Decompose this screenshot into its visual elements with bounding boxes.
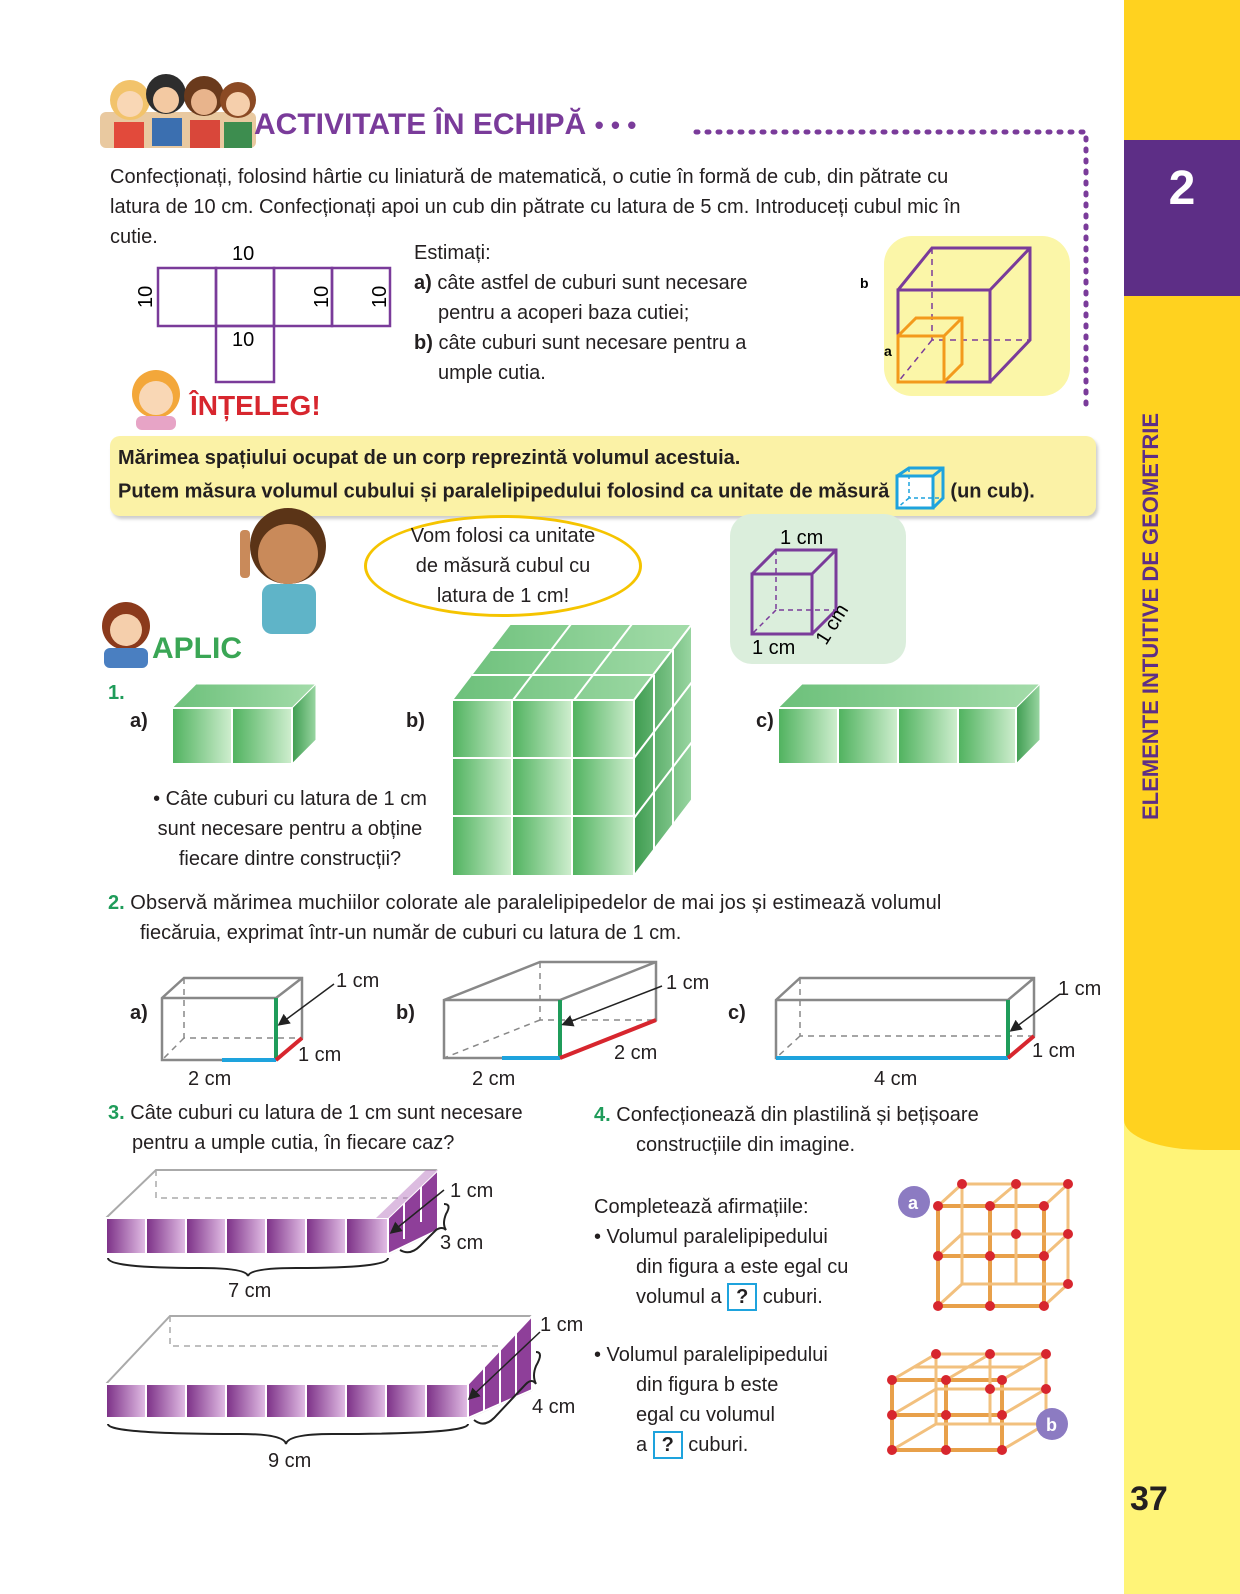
intro-line: Confecționați, folosind hârtie cu liniatură de matematică, o cutie în formă de cub, din pătrate cu: [110, 166, 949, 188]
chapter-number: 2: [1168, 161, 1196, 215]
ex2-c-depth: 1 cm: [1032, 1040, 1076, 1062]
exercise-1-number: 1.: [108, 682, 125, 704]
unit-cube-top-label: 1 cm: [780, 527, 824, 549]
speech-line: de măsură cubul cu: [415, 555, 591, 577]
ex1-label-c: c): [756, 710, 774, 732]
net-label-mid2: 10: [369, 285, 391, 308]
ex2-c-height: 1 cm: [1058, 978, 1102, 1000]
team-activity-title: ACTIVITATE ÎN ECHIPĂ: [254, 108, 587, 141]
ex2-c-box: [776, 978, 1034, 1058]
net-label-top: 10: [232, 243, 255, 265]
ex3-box1-height: 1 cm: [450, 1180, 494, 1202]
ex2-a-depth: 1 cm: [298, 1044, 342, 1066]
statement-a-text: volumul a: [636, 1286, 722, 1308]
ex2-c-length: 4 cm: [874, 1068, 918, 1090]
ex4-statements: [594, 1192, 894, 1460]
statement-a-line: • Volumul paralelipipedului: [594, 1226, 828, 1248]
ex4-text: [594, 1100, 1064, 1160]
question-line: sunt necesare pentru a obține: [157, 818, 423, 840]
unit-cube-side-label: 1 cm: [811, 600, 854, 649]
ex3-box1: [106, 1170, 449, 1276]
definition-text: Putem măsura volumul cubului și paralelipipedului folosind ca unitate de măsură: [118, 480, 890, 503]
statement-b-line: din figura b este: [636, 1374, 779, 1396]
lattice-a: [938, 1184, 1068, 1306]
ex3-text: [108, 1098, 588, 1158]
apply-heading: APLIC: [152, 632, 242, 665]
badge-b: b: [1046, 1415, 1057, 1435]
ex2-b-length: 2 cm: [472, 1068, 516, 1090]
ex3-line: Câte cuburi cu latura de 1 cm sunt necesare: [130, 1102, 523, 1124]
ex3-box2: [106, 1316, 540, 1444]
ex3-box1-length: 7 cm: [228, 1280, 272, 1302]
item-a-line: câte astfel de cuburi sunt necesare: [437, 272, 748, 294]
cube-label-b: b: [860, 275, 869, 291]
chapter-number-box: [1124, 140, 1240, 296]
ex2-a-label: a): [130, 1002, 148, 1024]
ex2-b-depth: 2 cm: [614, 1042, 658, 1064]
exercise-2-number: 2.: [108, 892, 125, 914]
item-b-line: câte cuburi sunt necesare pentru a: [438, 332, 747, 354]
statement-b-answer: [594, 1430, 894, 1460]
net-label-bottom: 10: [232, 329, 255, 351]
exercise-3-number: 3.: [108, 1102, 125, 1124]
estimate-title: Estimați:: [414, 242, 491, 264]
statement-a-line: din figura a este egal cu: [636, 1256, 849, 1278]
cube-label-a: a: [884, 343, 892, 359]
question-line: • Câte cuburi cu latura de 1 cm: [153, 788, 427, 810]
ex3-box2-height: 1 cm: [540, 1314, 584, 1336]
statement-a-answer: [594, 1282, 894, 1312]
statement-a-unit: cuburi.: [762, 1286, 823, 1308]
answer-blank-b[interactable]: ?: [653, 1431, 683, 1459]
speech-line: latura de 1 cm!: [436, 585, 570, 607]
ex1-a-blocks: [172, 684, 316, 764]
ex2-b-height: 1 cm: [666, 972, 710, 994]
ex1-c-blocks: [778, 684, 1040, 764]
ex1-b-blocks: [452, 624, 692, 876]
ex2-b-label: b): [396, 1002, 415, 1024]
item-a-marker: a): [414, 272, 432, 294]
item-a-line: pentru a acoperi baza cutiei;: [438, 302, 690, 324]
ex4-line: construcțiile din imagine.: [636, 1134, 855, 1156]
statement-b-line: egal cu volumul: [636, 1404, 775, 1426]
heading-dots: • • •: [594, 110, 637, 140]
ex1-label-b: b): [406, 710, 425, 732]
badge-a: a: [908, 1193, 919, 1213]
intro-line: cutie.: [110, 226, 158, 248]
ex1-label-a: a): [130, 710, 148, 732]
page-number: 37: [1130, 1480, 1168, 1518]
ex2-c-label: c): [728, 1002, 746, 1024]
statement-b-line: • Volumul paralelipipedului: [594, 1344, 828, 1366]
ex2-a-length: 2 cm: [188, 1068, 232, 1090]
ex3-box2-depth: 4 cm: [532, 1396, 576, 1418]
net-label-left: 10: [135, 285, 157, 308]
understand-heading: ÎNȚELEG!: [190, 390, 321, 421]
ex2-line: fiecăruia, exprimat într-un număr de cuburi cu latura de 1 cm.: [140, 922, 682, 944]
statement-b-unit: cuburi.: [688, 1434, 749, 1456]
ex2-a-height: 1 cm: [336, 970, 380, 992]
ex3-box1-depth: 3 cm: [440, 1232, 484, 1254]
answer-blank-a[interactable]: ?: [727, 1283, 757, 1311]
ex3-line: pentru a umple cutia, în fiecare caz?: [132, 1132, 455, 1154]
ex2-line: Observă mărimea muchiilor colorate ale paralelipipedelor de mai jos și estimează volumul: [130, 892, 942, 914]
net-label-mid1: 10: [311, 285, 333, 308]
lattice-b: [892, 1354, 1046, 1450]
complete-prompt: Completează afirmațiile:: [594, 1196, 809, 1218]
chapter-title: ELEMENTE INTUITIVE DE GEOMETRIE: [1138, 412, 1163, 820]
ex2-text: [108, 888, 1098, 948]
intro-line: latura de 10 cm. Confecționați apoi un cub din pătrate cu latura de 5 cm. Introduceți cubul mic în: [110, 196, 961, 218]
item-b-line: umple cutia.: [438, 362, 546, 384]
ex2-a-box: [162, 978, 302, 1060]
ex4-line: Confecționează din plastilină și bețișoare: [616, 1104, 979, 1126]
exercise-4-number: 4.: [594, 1104, 611, 1126]
unit-suffix: (un cub).: [950, 480, 1035, 503]
statement-b-text: a: [636, 1434, 648, 1456]
ex3-box2-length: 9 cm: [268, 1450, 312, 1472]
item-b-marker: b): [414, 332, 433, 354]
speech-line: Vom folosi ca unitate: [410, 525, 596, 547]
question-line: fiecare dintre construcții?: [178, 848, 402, 870]
ex1-question: [130, 784, 450, 874]
unit-cube-bottom-label: 1 cm: [752, 637, 796, 659]
definition-line: Mărimea spațiului ocupat de un corp reprezintă volumul acestuia.: [118, 447, 741, 469]
